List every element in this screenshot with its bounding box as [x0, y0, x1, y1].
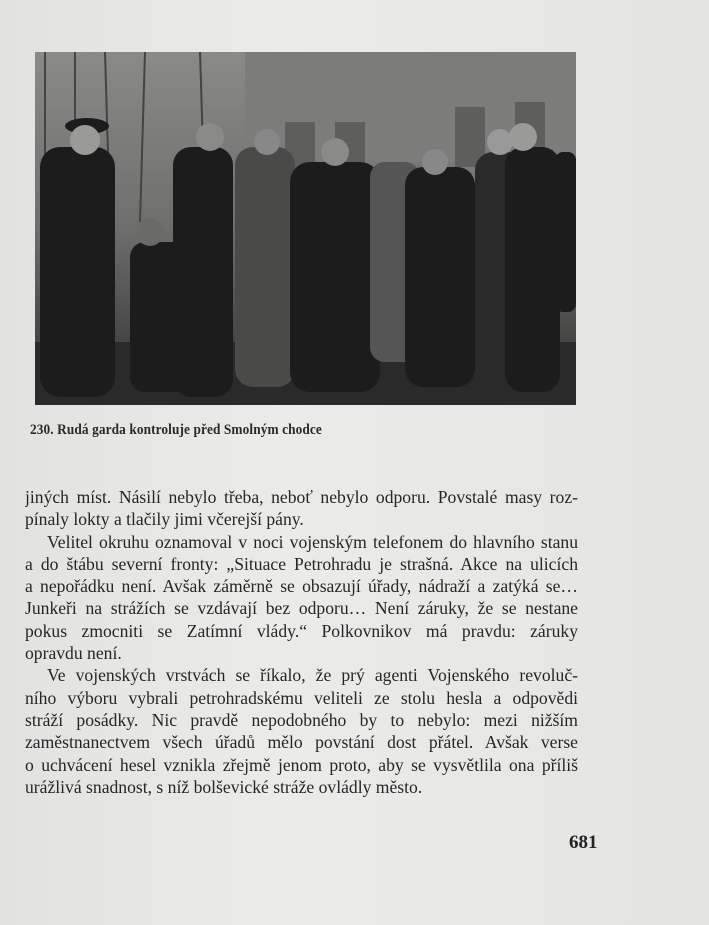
text-line: jiných míst. Násilí nebylo třeba, neboť nebylo odporu. Povstalé masy roz-: [25, 487, 578, 507]
text-line: ního výboru vybrali petrohradskému veliteli ze stolu hesla a odpovědi: [25, 687, 578, 708]
text-line: urážlivá snadnost, s níž bolševické stráže ovládly město.: [25, 776, 423, 797]
text-line: Velitel okruhu oznamoval v noci vojenským telefonem do hlavního stanu: [47, 531, 578, 552]
text-line: o uchvácení hesel vznikla zřejmě jenom proto, aby se vysvětlila ona příliš: [25, 754, 578, 775]
text-line: zaměstnanectvem všech úřadů mělo povstání dost přátel. Avšak verse: [25, 732, 578, 753]
text-line: Ve vojenských vrstvách se říkalo, že prý agenti Vojenského revoluč-: [47, 665, 578, 686]
text-line: stráží posádky. Nic pravdě nepodobného by to nebylo: mezi nižším: [25, 709, 578, 730]
text-line: a do štábu severní fronty: „Situace Petrohradu je strašná. Akce na ulicích: [25, 553, 578, 574]
text-line: a nepořádku není. Avšak záměrně se obsazují úřady, nádraží a zatýká se…: [25, 576, 578, 597]
body-text: [25, 486, 578, 798]
text-line: opravdu není.: [25, 643, 122, 664]
figure-caption: 230. Rudá garda kontroluje před Smolným chodce: [30, 422, 322, 438]
photograph-red-guard-smolny: [35, 52, 576, 405]
text-line: Junkeři na strážích se vzdávají bez odporu… Není záruky, že se nestane: [25, 598, 578, 619]
text-line: pínaly lokty a tlačily jimi včerejší pány.: [25, 509, 304, 530]
photo-illustration: [35, 52, 576, 405]
text-line: pokus zmocniti se Zatímní vlády.“ Polkovnikov má pravdu: záruky: [25, 620, 578, 641]
page-number: 681: [569, 832, 598, 853]
